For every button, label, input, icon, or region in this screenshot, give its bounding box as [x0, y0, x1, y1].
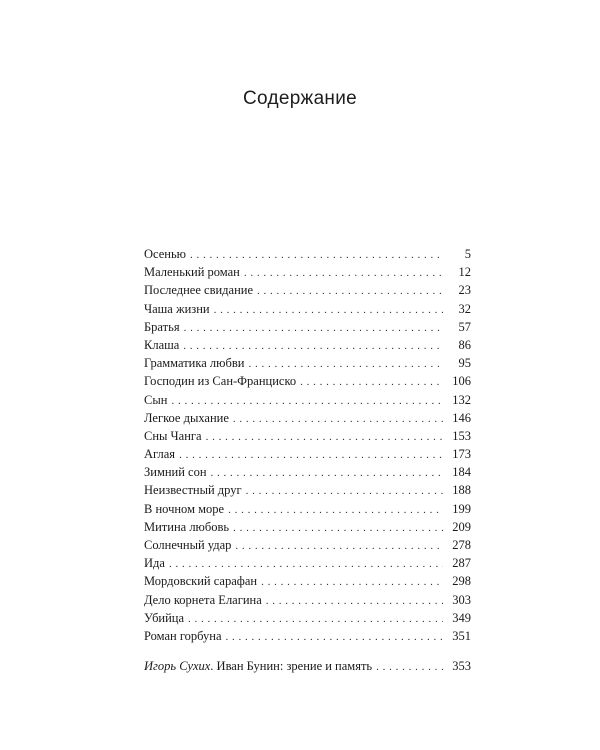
toc-entry [144, 463, 471, 481]
toc-entry-page-number: 12 [458, 265, 471, 280]
toc-entry-page-number: 57 [458, 319, 471, 334]
toc-entry-page-number: 23 [458, 283, 471, 298]
afterword-title: Иван Бунин: зрение и память [216, 659, 373, 674]
dot-leader [244, 264, 443, 282]
toc-entry-page-number: 199 [452, 501, 471, 516]
dot-leader [183, 337, 443, 355]
toc-entry-page-number: 349 [452, 610, 471, 625]
toc-entry-title: Сны Чанга [144, 428, 202, 443]
toc-entry-title: Дело корнета Елагина [144, 592, 262, 607]
toc-entry [144, 609, 471, 627]
dot-leader [235, 537, 443, 555]
dot-leader [233, 410, 443, 428]
toc-entry-title: Солнечный удар [144, 538, 232, 552]
dot-leader [266, 592, 443, 610]
toc-entry-page-number: 173 [452, 447, 471, 462]
toc-entry-title: Братья [144, 319, 180, 334]
dot-leader [226, 628, 443, 646]
toc-entry-title: Чаша жизни [144, 301, 210, 316]
toc-entry [144, 409, 471, 427]
toc-entry-page-number: 106 [452, 374, 471, 389]
toc-entry-title: Осенью [144, 247, 187, 261]
toc-entry-page-number: 153 [452, 428, 471, 443]
dot-leader [246, 482, 443, 500]
afterword-label [144, 657, 376, 675]
toc-entry-title: Убийца [144, 610, 185, 625]
dot-leader [248, 355, 443, 373]
toc-entry-page-number: 351 [452, 628, 471, 643]
toc-afterword-entry [144, 657, 471, 675]
toc-entry [144, 354, 471, 372]
toc-entry-page-number: 95 [458, 356, 471, 371]
toc-entry-title: Господин из Сан-Франциско [144, 374, 297, 389]
toc-entry [144, 445, 471, 463]
toc-entry-title: Мордовский сарафан [144, 574, 258, 589]
toc-entry-title: Митина любовь [144, 519, 230, 534]
dot-leader [211, 464, 443, 482]
toc-entry [144, 536, 471, 554]
toc-entry-page-number: 303 [452, 592, 471, 607]
toc-entry [144, 481, 471, 499]
toc-entry-title: Клаша [144, 337, 180, 352]
toc-entry-page-number: 287 [452, 556, 471, 571]
dot-leader [190, 246, 443, 264]
toc-entry-page-number: 5 [464, 247, 471, 261]
toc-entry [144, 427, 471, 445]
toc-entry [144, 300, 471, 318]
toc-entry-title: Ида [144, 556, 165, 571]
toc-entry [144, 245, 471, 263]
afterword-page-number: 353 [452, 659, 471, 674]
toc-entry [144, 554, 471, 572]
dot-leader [257, 282, 443, 300]
page-title: Содержание [242, 88, 358, 109]
toc-entry-title: Аглая [144, 447, 176, 462]
afterword-author: Игорь Сухих [144, 659, 211, 674]
dot-leader [171, 392, 443, 410]
toc-entry [144, 627, 471, 645]
toc-entry-title: Зимний сон [144, 465, 207, 480]
toc-entry-page-number: 298 [452, 574, 471, 589]
toc-entry-page-number: 132 [452, 392, 471, 407]
toc-entry-page-number: 146 [452, 410, 471, 425]
toc-entry-title: Маленький роман [144, 265, 240, 280]
toc-entry-title: Легкое дыхание [144, 410, 229, 425]
toc-entry-title: Неизвестный друг [144, 483, 242, 498]
dot-leader [300, 373, 443, 391]
dot-leader [188, 610, 443, 628]
dot-leader [376, 658, 443, 676]
dot-leader [184, 319, 443, 337]
dot-leader [179, 446, 443, 464]
toc-entry [144, 263, 471, 281]
dot-leader [214, 301, 443, 319]
toc-entry-title: В ночном море [144, 501, 225, 516]
toc-entry-title: Роман горбуна [144, 628, 222, 643]
dot-leader [228, 501, 443, 519]
toc-entry [144, 391, 471, 409]
dot-leader [169, 555, 443, 573]
toc-entry [144, 318, 471, 336]
toc-entry-page-number: 188 [452, 483, 471, 498]
dot-leader [233, 519, 443, 537]
toc-entry-page-number: 32 [458, 301, 471, 316]
toc-entry-title: Сын [144, 392, 168, 407]
toc-entry [144, 518, 471, 536]
toc-entry [144, 591, 471, 609]
toc-entries [144, 245, 471, 645]
dot-leader [206, 428, 443, 446]
toc-entry-title: Последнее свидание [144, 283, 254, 298]
toc-entry-page-number: 209 [452, 519, 471, 534]
toc-entry-page-number: 278 [452, 538, 471, 552]
afterword-separator: . [210, 659, 217, 674]
toc-entry [144, 500, 471, 518]
toc-entry-page-number: 184 [452, 465, 471, 480]
toc-entry [144, 281, 471, 299]
table-of-contents [144, 245, 471, 675]
toc-entry [144, 572, 471, 590]
toc-entry-title: Грамматика любви [144, 356, 245, 371]
toc-entry [144, 336, 471, 354]
toc-entry-page-number: 86 [458, 337, 471, 352]
toc-entry [144, 372, 471, 390]
dot-leader [261, 573, 443, 591]
